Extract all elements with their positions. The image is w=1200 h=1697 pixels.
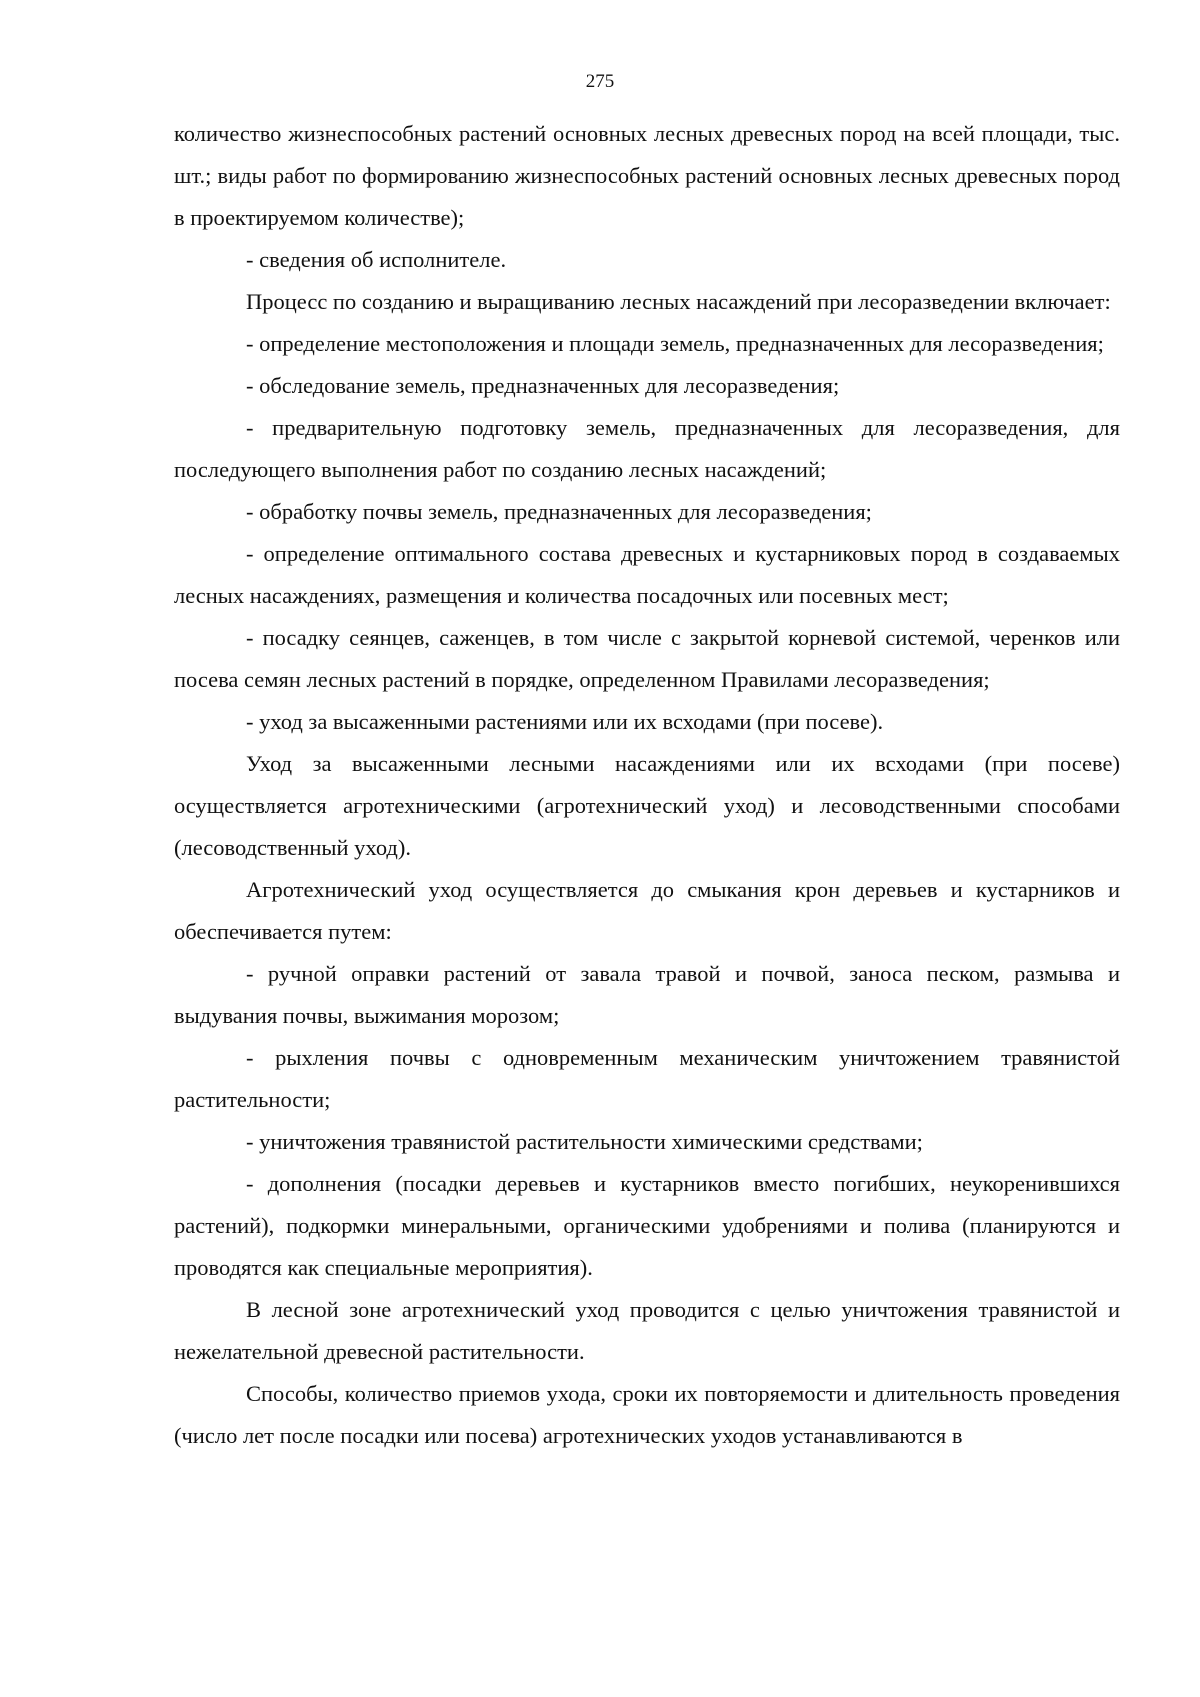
paragraph-11: Уход за высаженными лесными насаждениями или их всходами (при посеве) осуществляется агротехническими (агротехнический уход) и лесоводственными способами (лесоводственный уход).	[174, 751, 1120, 860]
paragraph-10: - уход за высаженными растениями или их всходами (при посеве).	[246, 709, 884, 734]
paragraph-6: - предварительную подготовку земель, предназначенных для лесоразведения, для последующего выполнения работ по созданию лесных насаждений;	[174, 415, 1120, 482]
paragraph-16: - дополнения (посадки деревьев и кустарников вместо погибших, неукоренившихся растений), подкормки минеральными, органическими удобрениями и полива (планируются и проводятся как специальные мероприятия).	[174, 1171, 1120, 1280]
paragraph-14: - рыхления почвы с одновременным механическим уничтожением травянистой растительности;	[174, 1045, 1120, 1112]
paragraph-5: - обследование земель, предназначенных для лесоразведения;	[246, 373, 840, 398]
paragraph-9: - посадку сеянцев, саженцев, в том числе с закрытой корневой системой, черенков или посева семян лесных растений в порядке, определенном Правилами лесоразведения;	[174, 625, 1120, 692]
paragraph-2: - сведения об исполнителе.	[246, 247, 507, 272]
paragraph-4: - определение местоположения и площади земель, предназначенных для лесоразведения;	[246, 331, 1104, 356]
body-text	[174, 113, 1120, 1457]
paragraph-12: Агротехнический уход осуществляется до смыкания крон деревьев и кустарников и обеспечивается путем:	[174, 877, 1120, 944]
paragraph-3: Процесс по созданию и выращиванию лесных насаждений при лесоразведении включает:	[246, 289, 1111, 314]
paragraph-15: - уничтожения травянистой растительности химическими средствами;	[246, 1129, 923, 1154]
paragraph-17: В лесной зоне агротехнический уход проводится с целью уничтожения травянистой и нежелательной древесной растительности.	[174, 1297, 1120, 1364]
paragraph-1: количество жизнеспособных растений основных лесных древесных пород на всей площади, тыс. шт.; виды работ по формированию жизнеспособных растений основных лесных древесных пород в проектируемом количестве);	[174, 121, 1120, 230]
page-number: 275	[585, 71, 615, 92]
paragraph-18: Способы, количество приемов ухода, сроки их повторяемости и длительность проведения (число лет после посадки или посева) агротехнических уходов устанавливаются в	[174, 1381, 1120, 1448]
paragraph-13: - ручной оправки растений от завала травой и почвой, заноса песком, размыва и выдувания почвы, выжимания морозом;	[174, 961, 1120, 1028]
paragraph-8: - определение оптимального состава древесных и кустарниковых пород в создаваемых лесных насаждениях, размещения и количества посадочных или посевных мест;	[174, 541, 1120, 608]
paragraph-7: - обработку почвы земель, предназначенных для лесоразведения;	[246, 499, 872, 524]
